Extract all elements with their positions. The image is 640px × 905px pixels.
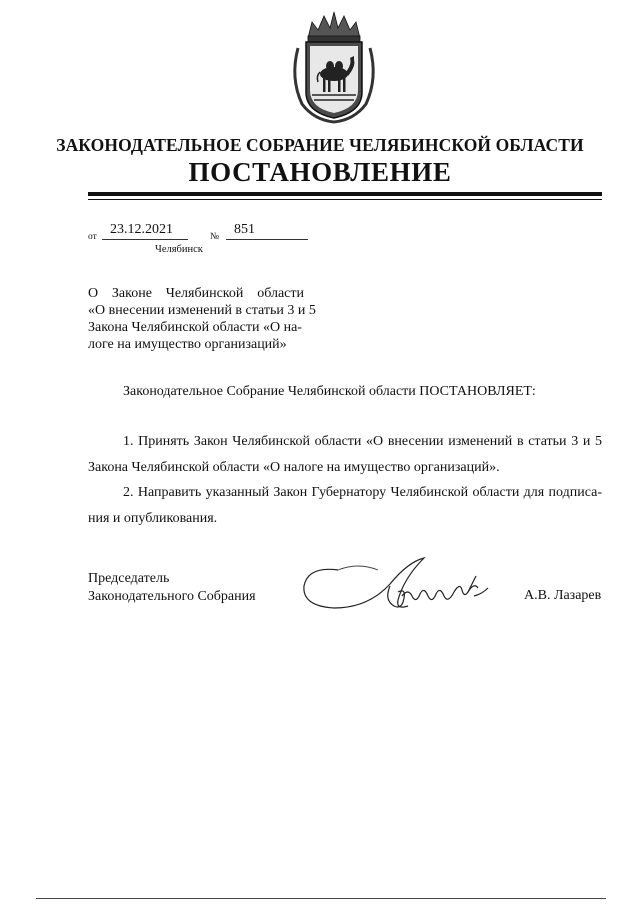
organization-name: ЗАКОНОДАТЕЛЬНОЕ СОБРАНИЕ ЧЕЛЯБИНСКОЙ ОБЛАСТИ: [56, 135, 584, 155]
number-underline: [226, 239, 308, 240]
resolution-item-text: 2. Направить указанный Закон Губернатору Челябинской области для подписа-: [123, 485, 602, 500]
document-city: Челябинск: [155, 244, 203, 255]
document-subject: [88, 285, 316, 353]
page-bottom-edge: [36, 898, 606, 899]
signer-name: А.В. Лазарев: [524, 588, 602, 603]
resolution-statement: Законодательное Собрание Челябинской области ПОСТАНОВЛЯЕТ:: [123, 384, 536, 399]
subject-line: О Законе Челябинской области: [88, 286, 304, 301]
number-label: №: [210, 232, 220, 242]
document-date: 23.12.2021: [110, 222, 173, 237]
resolution-item-text: ния и опубликования.: [88, 511, 218, 526]
crown-icon: [308, 12, 360, 42]
header-rule-thin: [88, 199, 602, 200]
resolution-item-text: 1. Принять Закон Челябинской области «О внесении изменений в статьи 3 и 5: [123, 434, 602, 449]
subject-line: логе на имущество организаций»: [88, 337, 287, 352]
coat-of-arms-icon: [288, 8, 380, 126]
resolution-item-1: [88, 429, 602, 481]
signer-position: [88, 570, 256, 606]
document-type-title: ПОСТАНОВЛЕНИЕ: [188, 157, 452, 187]
resolution-item-text: Закона Челябинской области «О налоге на имущество организаций».: [88, 460, 500, 475]
header-rule-thick: [88, 192, 602, 196]
handwritten-signature: [298, 548, 498, 618]
resolution-item-2: [88, 480, 602, 532]
signer-position-line: Законодательного Собрания: [88, 589, 256, 604]
subject-line: Закона Челябинской области «О на-: [88, 320, 302, 335]
document-number: 851: [234, 222, 255, 237]
from-label: от: [88, 232, 97, 242]
subject-line: «О внесении изменений в статьи 3 и 5: [88, 303, 316, 318]
signer-position-line: Председатель: [88, 571, 170, 586]
date-underline: [102, 239, 188, 240]
